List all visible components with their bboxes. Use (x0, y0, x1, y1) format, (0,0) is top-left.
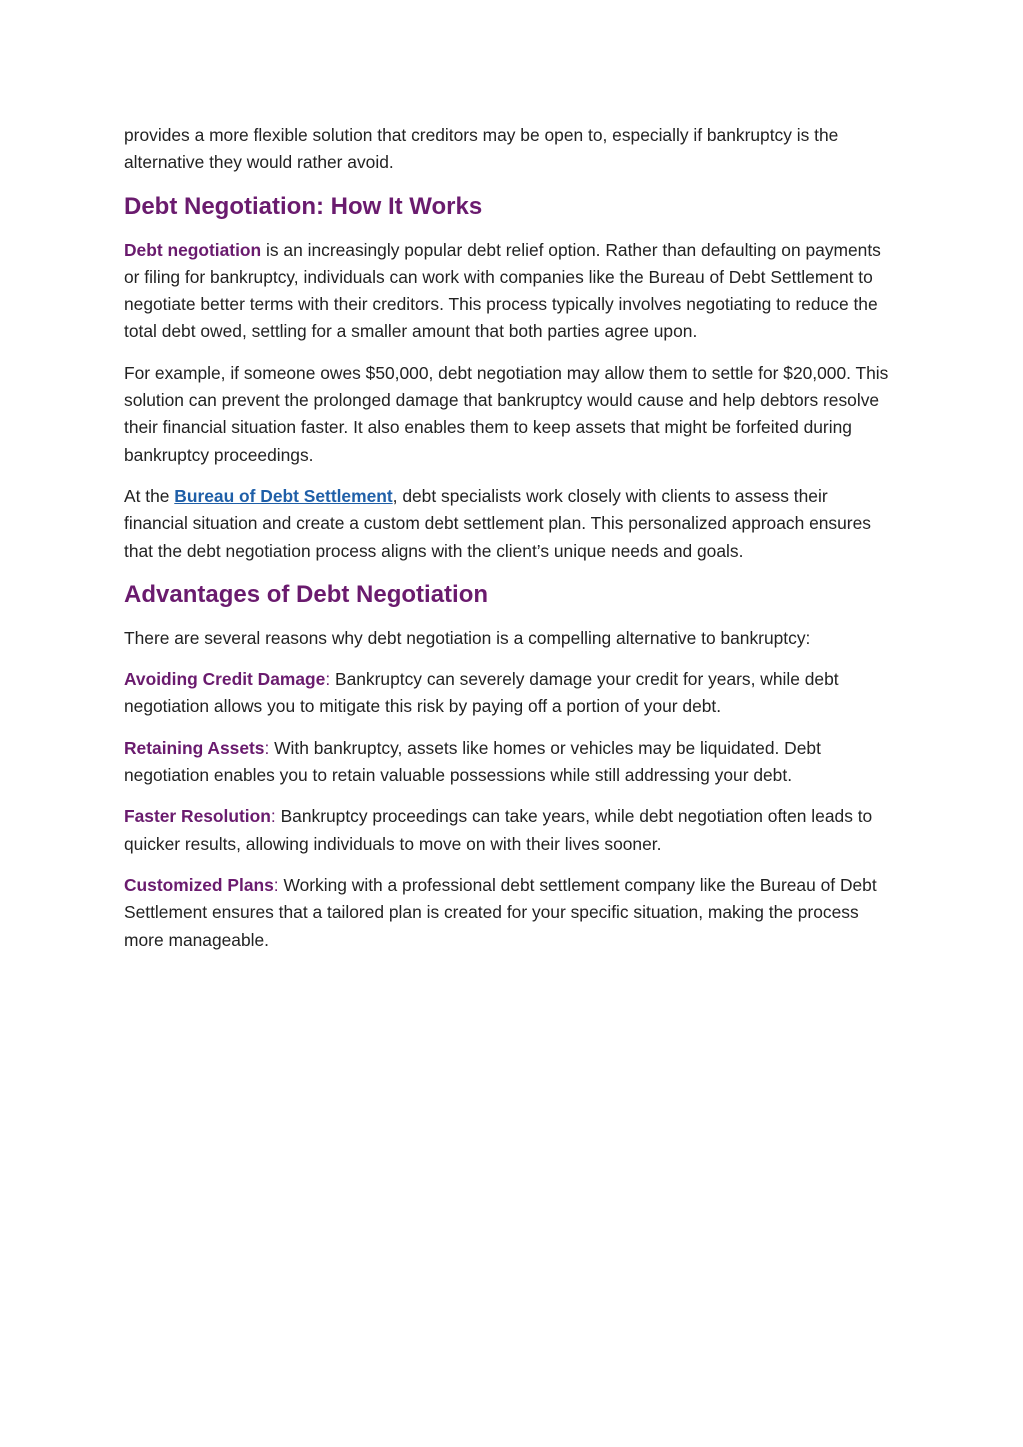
bureau-of-debt-settlement-link[interactable]: Bureau of Debt Settlement (174, 485, 393, 506)
advantage-term: Avoiding Credit Damage (124, 669, 326, 690)
advantage-text: Bankruptcy can severely damage your credit for years, while debt negotiation allows you to mitigate this risk by paying off a portion of your debt. (124, 669, 839, 717)
advantage-colon: : (270, 806, 276, 827)
advantage-item-faster-resolution (124, 803, 894, 858)
advantages-intro: There are several reasons why debt negotiation is a compelling alternative to bankruptcy: (124, 627, 811, 648)
section-heading-advantages: Advantages of Debt Negotiation (124, 580, 489, 608)
paragraph-example: For example, if someone owes $50,000, debt negotiation may allow them to settle for $20,000. This solution can prevent the prolonged damage that bankruptcy would cause and help debtors resolve their financial situation faster. It also enables them to keep assets that might be forfeited during bankruptcy proceedings. (124, 362, 889, 465)
advantage-text: Working with a professional debt settlement company like the Bureau of Debt Settlement ensures that a tailored plan is created for your specific situation, making the process more manageable. (124, 874, 877, 950)
term-debt-negotiation: Debt negotiation (124, 239, 262, 260)
advantage-term: Retaining Assets (124, 737, 265, 758)
advantage-item-credit-damage (124, 666, 894, 721)
section-heading-how-it-works: Debt Negotiation: How It Works (124, 192, 483, 220)
paragraph-bureau (124, 483, 894, 565)
document-page (124, 122, 894, 968)
advantage-term: Customized Plans (124, 874, 274, 895)
paragraph-text: , debt specialists work closely with clients to assess their financial situation and create a custom debt settlement plan. This personalized approach ensures that the debt negotiation process aligns with the client’s unique needs and goals. (124, 485, 871, 561)
paragraph-text: is an increasingly popular debt relief option. Rather than defaulting on payments or filing for bankruptcy, individuals can work with companies like the Bureau of Debt Settlement to negotiate better terms with their creditors. This process typically involves negotiating to reduce the total debt owed, settling for a smaller amount that both parties agree upon. (124, 239, 881, 342)
advantage-item-retaining-assets (124, 735, 894, 790)
advantage-text: Bankruptcy proceedings can take years, while debt negotiation often leads to quicker results, allowing individuals to move on with their lives sooner. (124, 806, 873, 854)
advantage-colon: : (273, 874, 279, 895)
paragraph-debt-negotiation-definition (124, 237, 894, 346)
advantage-colon: : (325, 669, 331, 690)
advantage-colon: : (264, 737, 270, 758)
paragraph-text: At the (124, 485, 175, 506)
advantage-term: Faster Resolution (124, 806, 271, 827)
advantage-text: With bankruptcy, assets like homes or vehicles may be liquidated. Debt negotiation enables you to retain valuable possessions while still addressing your debt. (124, 737, 821, 786)
intro-paragraph: provides a more flexible solution that creditors may be open to, especially if bankruptcy is the alternative they would rather avoid. (124, 125, 839, 173)
advantage-item-customized-plans (124, 872, 894, 954)
